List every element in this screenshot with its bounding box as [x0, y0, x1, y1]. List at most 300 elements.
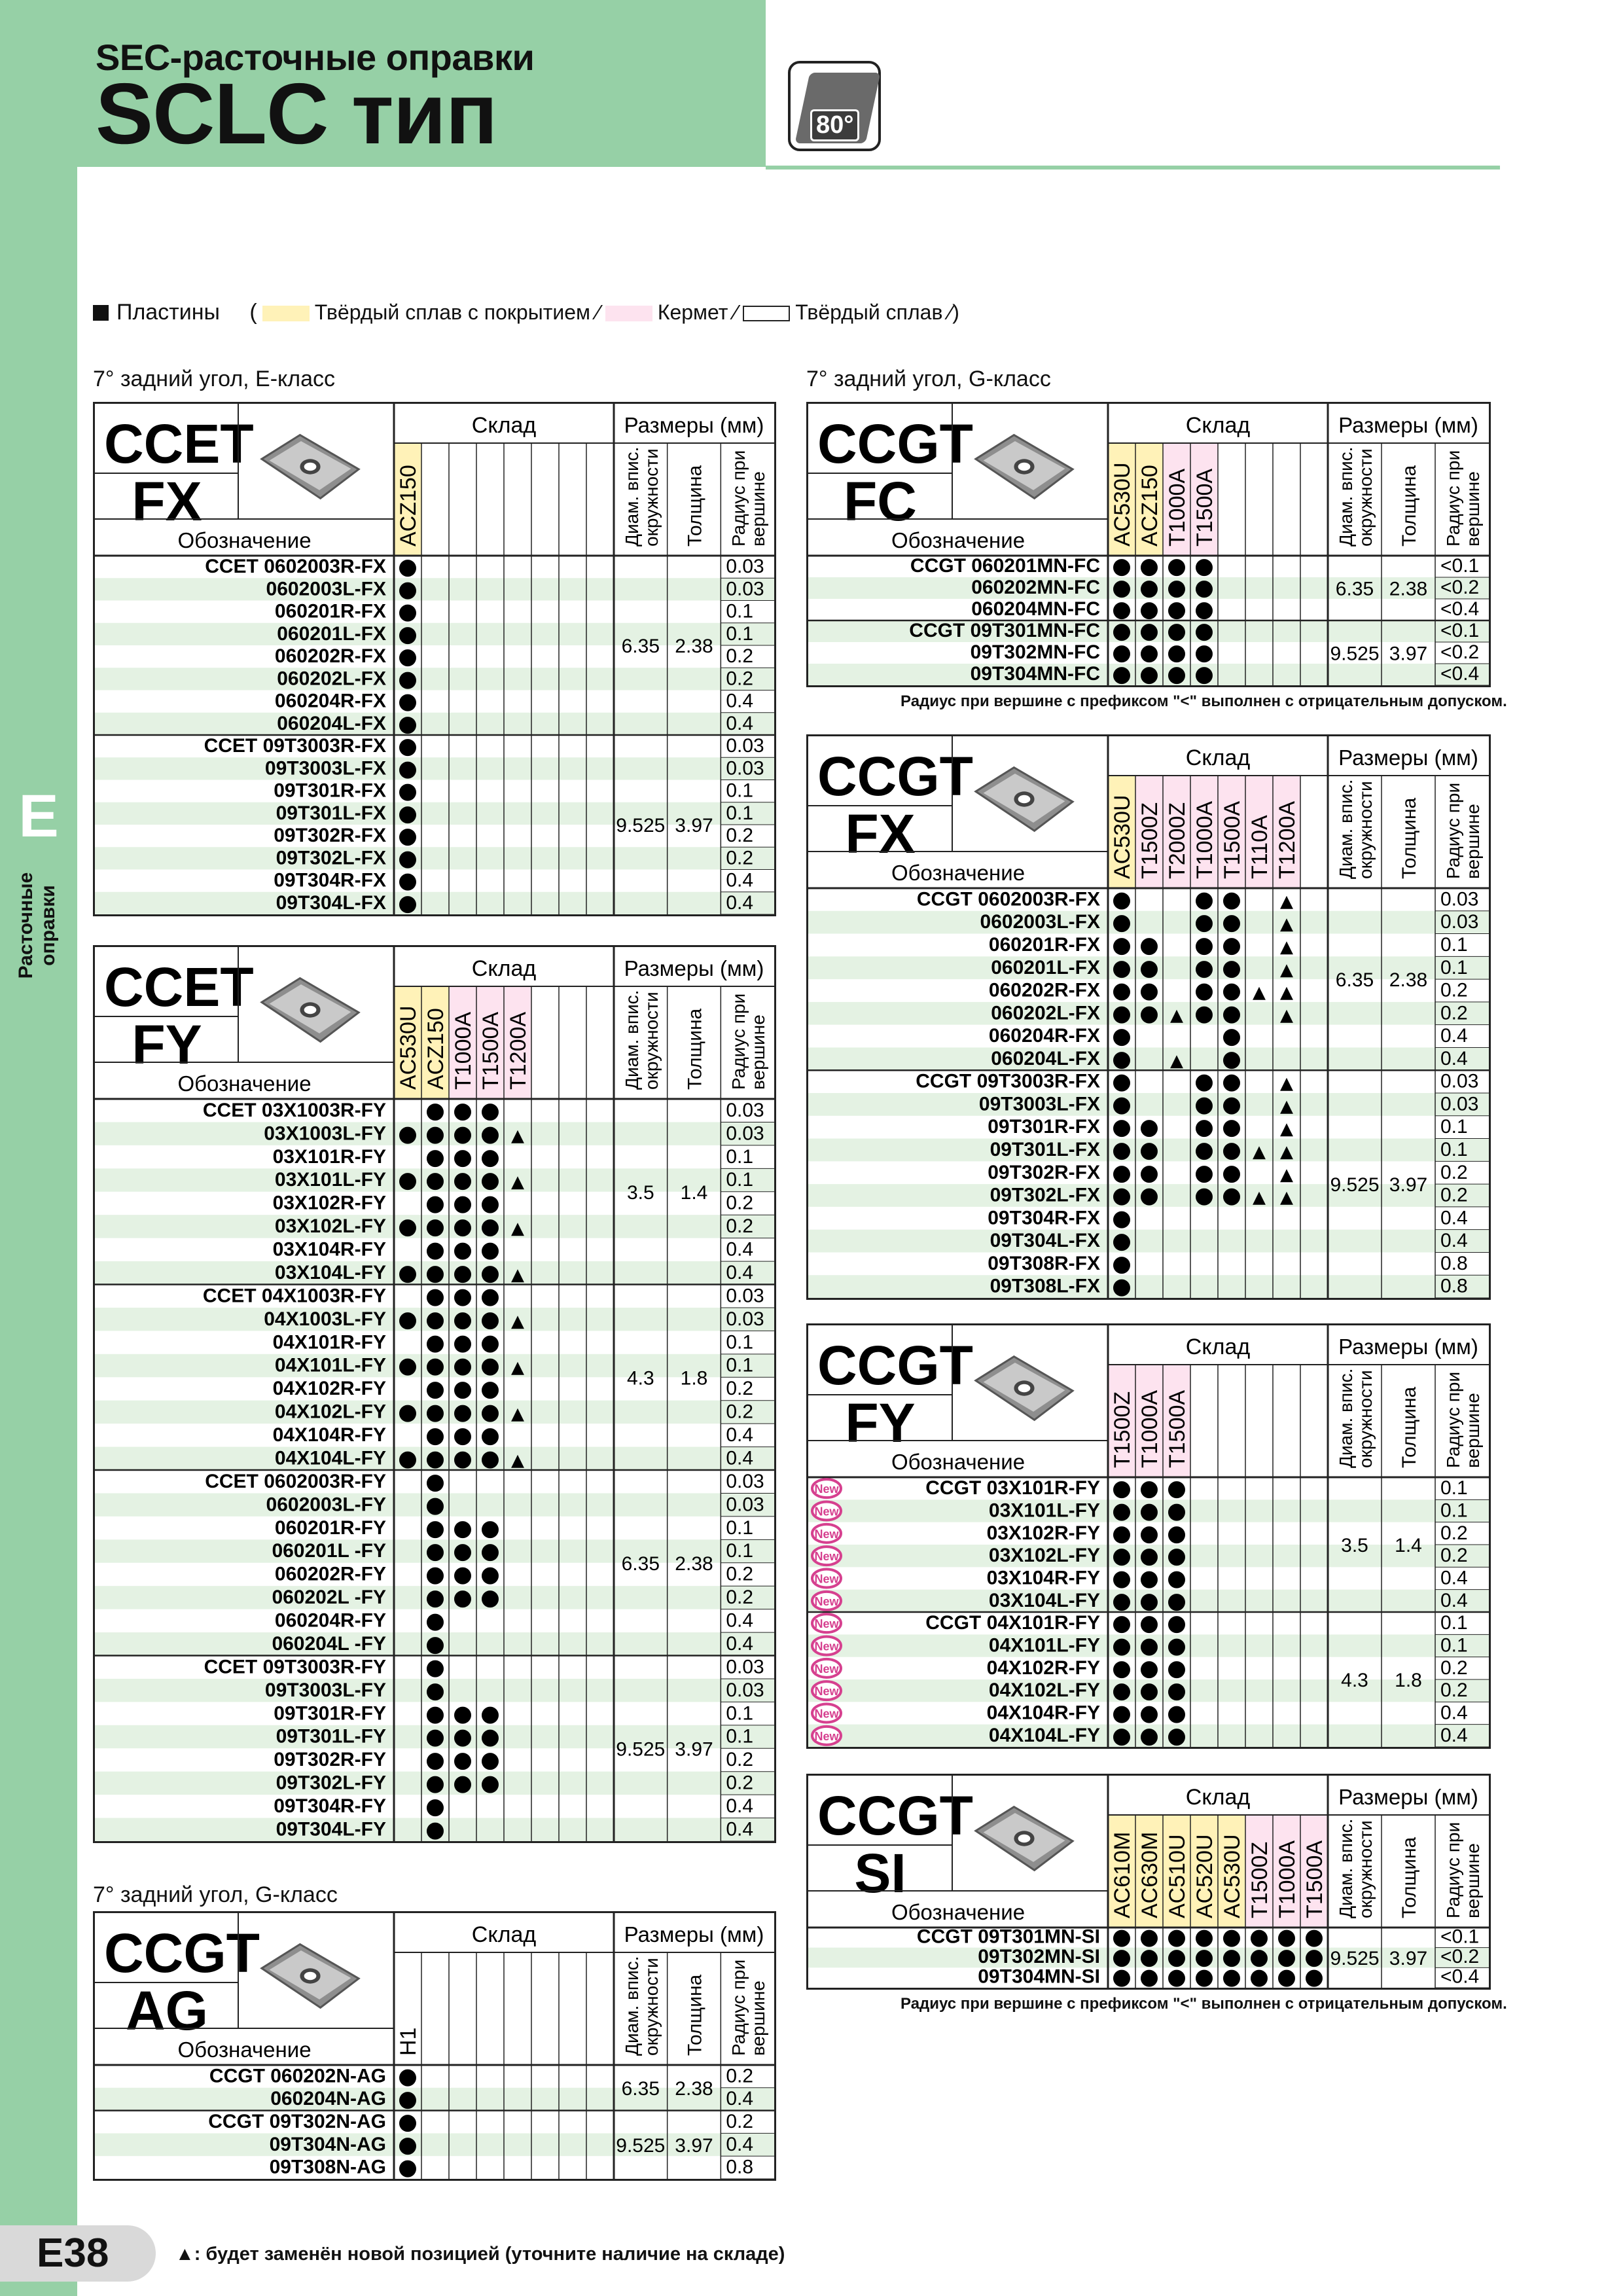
stock-dot-icon: ●	[1112, 553, 1132, 580]
stock-dot-icon: ●	[1112, 1610, 1132, 1637]
stock-dot-icon: ●	[1112, 639, 1132, 666]
stock-dot-icon: ●	[1167, 1964, 1186, 1988]
stock-dot-icon: ●	[1194, 1068, 1214, 1095]
stock-dot-icon: ●	[1167, 1610, 1186, 1637]
new-item-icon	[812, 1637, 841, 1655]
part-number: 09T304R-FX	[274, 869, 386, 891]
stock-dot-icon: ●	[1139, 1182, 1159, 1209]
stock-dot-icon: ●	[1112, 909, 1132, 936]
part-number: 09T304MN-SI	[978, 1965, 1100, 1988]
new-item-icon	[812, 1479, 841, 1498]
stock-dot-icon: ●	[1167, 1632, 1186, 1659]
part-number: 060202L -FY	[272, 1587, 386, 1609]
stock-dot-icon: ●	[1222, 1182, 1241, 1209]
table-ccgt-fx	[806, 734, 1491, 1300]
new-item-label: New	[814, 1617, 839, 1631]
dims-header: Размеры (мм)	[1338, 1785, 1478, 1809]
new-item-label: New	[814, 1527, 839, 1541]
row-shade	[808, 1093, 1489, 1116]
stock-dot-icon: ●	[1222, 909, 1241, 936]
insert-photo-icon	[262, 978, 359, 1042]
stock-dot-icon: ●	[1194, 618, 1214, 645]
stock-dot-icon: ●	[398, 598, 418, 625]
grade-name: AC530U	[396, 1005, 421, 1090]
part-number: CCET 09T3003R-FY	[204, 1656, 386, 1678]
stock-dot-icon: ●	[1112, 886, 1132, 913]
thickness: 2.38	[1389, 969, 1428, 992]
triangle-icon: ▲	[1280, 1187, 1293, 1208]
stock-dot-icon: ●	[1112, 1587, 1132, 1614]
row-shade	[95, 2088, 774, 2111]
dim-header: Диам. впис.	[621, 1956, 642, 2056]
triangle-icon: ▲	[1280, 1096, 1293, 1117]
stock-dot-icon: ●	[1112, 977, 1132, 1004]
corner-radius: <0.2	[1440, 641, 1480, 664]
new-item-icon	[812, 1502, 841, 1520]
page-number: E38	[0, 2225, 156, 2282]
part-number: 09T304R-FY	[274, 1795, 386, 1818]
corner-radius: 0.2	[726, 1192, 754, 1214]
corner-radius: 0.03	[726, 1285, 764, 1307]
part-number: CCET 03X1003R-FY	[202, 1099, 386, 1121]
stock-dot-icon: ●	[480, 1770, 500, 1797]
part-number: 060202R-FX	[274, 645, 386, 668]
row-shade	[95, 845, 774, 872]
thickness: 3.97	[1389, 643, 1428, 665]
stock-dot-icon: ●	[1112, 1000, 1132, 1027]
stock-dot-icon: ●	[1112, 954, 1132, 981]
part-number: 09T3003L-FX	[264, 757, 386, 780]
side-band	[0, 0, 77, 2296]
stock-dot-icon: ●	[453, 1097, 473, 1124]
stock-dot-icon: ●	[425, 1468, 445, 1495]
corner-radius: 0.1	[1440, 1634, 1468, 1657]
stock-dot-icon: ●	[1139, 553, 1159, 580]
new-item-label: New	[814, 1572, 839, 1586]
stock-dot-icon: ●	[453, 1561, 473, 1588]
stock-dot-icon: ●	[1167, 661, 1186, 685]
part-number: CCGT 09T301MN-FC	[909, 620, 1100, 642]
stock-dot-icon: ●	[1167, 1520, 1186, 1547]
corner-radius: 0.4	[726, 1261, 754, 1283]
stock-dot-icon: ●	[1112, 1136, 1132, 1163]
row-shade	[95, 757, 774, 780]
stock-dot-icon: ●	[1139, 1159, 1159, 1186]
stock-dot-icon: ●	[1167, 1498, 1186, 1524]
grade-name: ACZ150	[423, 1008, 448, 1090]
stock-dot-icon: ●	[425, 1793, 445, 1820]
grade-name: T1200A	[506, 1011, 531, 1090]
series-suffix: FY	[132, 1014, 202, 1075]
dim-header: вершине	[748, 471, 769, 547]
row-shade	[95, 802, 774, 825]
corner-radius: 0.1	[726, 622, 754, 645]
stock-dot-icon: ●	[480, 1121, 500, 1147]
part-number: CCGT 04X101R-FY	[925, 1612, 1100, 1634]
stock-dot-icon: ●	[1194, 553, 1214, 580]
corner-radius: 0.1	[1440, 1477, 1468, 1499]
dims-header: Размеры (мм)	[624, 956, 764, 980]
section-tab-label: Расточные оправки	[15, 872, 59, 979]
corner-radius: 0.8	[1440, 1275, 1468, 1297]
corner-radius: 0.4	[1440, 1025, 1468, 1047]
triangle-icon: ▲	[1280, 960, 1293, 980]
row-shade	[95, 710, 774, 737]
stock-dot-icon: ●	[1222, 1023, 1241, 1050]
part-number: 060204R-FY	[274, 1609, 386, 1632]
stock-dot-icon: ●	[1167, 1943, 1186, 1970]
corner-radius: 0.2	[726, 2111, 754, 2133]
corner-radius: 0.4	[726, 1238, 754, 1261]
part-number: 060202MN-FC	[971, 577, 1100, 599]
stock-dot-icon: ●	[453, 1259, 473, 1286]
corner-radius: 0.4	[726, 1609, 754, 1632]
designation-header: Обозначение	[891, 528, 1026, 552]
part-number: 04X101L-FY	[988, 1634, 1100, 1657]
part-number: CCGT 09T302N-AG	[208, 2111, 386, 2133]
stock-dot-icon: ●	[1112, 1023, 1132, 1050]
part-number: 060201R-FX	[988, 933, 1100, 956]
stock-dot-icon: ●	[1194, 1091, 1214, 1118]
corner-radius: 0.1	[726, 1331, 754, 1354]
insert-photo-icon	[976, 1357, 1073, 1420]
stock-dot-icon: ●	[1139, 1498, 1159, 1524]
ic-diameter: 9.525	[616, 1738, 666, 1761]
row-shade	[95, 889, 774, 914]
grade-name: T1000A	[1275, 1840, 1300, 1918]
stock-dot-icon: ●	[480, 1445, 500, 1472]
corner-radius: 0.8	[1440, 1252, 1468, 1274]
part-number: 09T301R-FX	[274, 780, 386, 802]
stock-dot-icon: ●	[480, 1700, 500, 1727]
stock-dot-icon: ●	[453, 1515, 473, 1541]
stock-dot-icon: ●	[453, 1445, 473, 1472]
designation-header: Обозначение	[891, 861, 1026, 885]
corner-radius: 0.4	[726, 2133, 754, 2155]
stock-dot-icon: ●	[1139, 1655, 1159, 1681]
series-suffix: FC	[844, 471, 917, 532]
stock-dot-icon: ●	[1139, 575, 1159, 601]
new-item-icon	[812, 1681, 841, 1700]
stock-dot-icon: ●	[1167, 1475, 1186, 1502]
stock-dot-icon: ●	[1194, 977, 1214, 1004]
stock-dot-icon: ●	[1222, 1000, 1241, 1027]
stock-dot-icon: ●	[1222, 977, 1241, 1004]
corner-radius: <0.1	[1440, 1926, 1480, 1948]
dim-header: окружности	[641, 992, 662, 1090]
stock-dot-icon: ●	[1139, 1943, 1159, 1970]
stock-dot-icon: ●	[398, 554, 418, 581]
series-name: CCGT	[817, 1335, 973, 1396]
stock-dot-icon: ●	[425, 1329, 445, 1356]
dim-header: Толщина	[1399, 465, 1420, 547]
dim-header: Диам. впис.	[1336, 1368, 1356, 1468]
grade-name: AC530U	[1110, 795, 1135, 879]
stock-dot-icon: ●	[480, 1561, 500, 1588]
grade-name: T1000A	[1192, 800, 1217, 879]
ic-diameter: 3.5	[626, 1181, 654, 1204]
dim-header: Диам. впис.	[1336, 779, 1356, 879]
part-number: CCET 04X1003R-FY	[202, 1285, 386, 1307]
part-number: 09T301L-FX	[990, 1138, 1100, 1160]
corner-radius: 0.03	[726, 1308, 764, 1330]
part-number: 060201R-FY	[274, 1516, 386, 1539]
row-shade	[808, 1047, 1489, 1070]
stock-dot-icon: ●	[480, 1190, 500, 1217]
grade-name: T1500A	[1192, 468, 1217, 547]
row-shade	[95, 2133, 774, 2156]
corner-radius: 0.8	[726, 2156, 754, 2178]
stock-dot-icon: ●	[1112, 1228, 1132, 1255]
stock-header: Склад	[1185, 413, 1251, 438]
stock-dot-icon: ●	[480, 1352, 500, 1379]
stock-dot-icon: ●	[1112, 1964, 1132, 1988]
stock-dot-icon: ●	[1139, 1610, 1159, 1637]
thickness: 2.38	[675, 636, 713, 657]
stock-dot-icon: ●	[398, 800, 418, 827]
dim-header: Диам. впис.	[621, 990, 642, 1090]
corner-radius: 0.2	[1440, 1679, 1468, 1702]
stock-dot-icon: ●	[398, 2063, 418, 2090]
stock-dot-icon: ●	[1139, 596, 1159, 623]
stock-dot-icon: ●	[425, 1190, 445, 1217]
part-number: 060202R-FY	[274, 1563, 386, 1585]
part-number: 09T304L-FX	[990, 1230, 1100, 1252]
stock-dot-icon: ●	[1167, 1565, 1186, 1592]
part-number: 04X101L-FY	[274, 1354, 386, 1376]
grade-name: ACZ150	[396, 465, 421, 547]
stock-dot-icon: ●	[1194, 575, 1214, 601]
corner-radius: 0.4	[1440, 1047, 1468, 1069]
stock-dot-icon: ●	[480, 1585, 500, 1611]
grade-name: T1000A	[1165, 468, 1190, 547]
part-number: 04X104R-FY	[272, 1424, 386, 1446]
part-number: 060201L-FX	[277, 622, 386, 645]
row-shade	[808, 1275, 1489, 1298]
dim-header: вершине	[1463, 471, 1483, 547]
part-number: 09T302L-FX	[276, 847, 386, 869]
stock-dot-icon: ●	[1167, 1700, 1186, 1727]
stock-dot-icon: ●	[480, 1538, 500, 1565]
corner-radius: <0.2	[1440, 577, 1480, 599]
stock-dot-icon: ●	[453, 1283, 473, 1310]
part-number: 04X102L-FY	[988, 1679, 1100, 1702]
dim-header: Радиус при	[1443, 450, 1463, 547]
stock-dot-icon: ●	[1139, 618, 1159, 645]
corner-radius: 0.1	[726, 1702, 754, 1725]
part-number: 060204N-AG	[270, 2088, 386, 2110]
triangle-icon: ▲	[511, 1311, 524, 1331]
stock-dot-icon: ●	[1222, 1091, 1241, 1118]
legend-carbide: Твёрдый сплав	[795, 300, 943, 324]
part-number: 03X104R-FY	[272, 1238, 386, 1261]
insert-photo-icon	[976, 768, 1073, 831]
stock-dot-icon: ●	[1194, 909, 1214, 936]
part-number: 060204L-FX	[277, 712, 386, 734]
dim-header: Радиус при	[728, 993, 749, 1090]
part-number: 03X104L-FY	[274, 1261, 386, 1283]
stock-dot-icon: ●	[1194, 1943, 1214, 1970]
corner-radius: 0.4	[1440, 1230, 1468, 1252]
grade-name: AC530U	[1220, 1834, 1245, 1918]
series-name: CCET	[104, 413, 254, 475]
stock-dot-icon: ●	[1139, 1565, 1159, 1592]
stock-dot-icon: ●	[453, 1376, 473, 1403]
stock-dot-icon: ●	[1194, 661, 1214, 685]
grade-name: T1500Z	[1110, 1391, 1135, 1468]
grade-name: T1500Z	[1137, 802, 1162, 879]
stock-dot-icon: ●	[1112, 618, 1132, 645]
stock-dot-icon: ●	[425, 1213, 445, 1240]
stock-dot-icon: ●	[425, 1236, 445, 1263]
corner-radius: 0.4	[1440, 1724, 1468, 1746]
part-number: CCGT 0602003R-FX	[916, 888, 1100, 910]
corner-radius: 0.03	[726, 1122, 764, 1145]
stock-dot-icon: ●	[1112, 596, 1132, 623]
designation-header: Обозначение	[177, 2037, 312, 2062]
stock-dot-icon: ●	[1167, 1655, 1186, 1681]
table-canvas	[808, 1776, 1489, 1988]
triangle-icon: ▲	[1280, 937, 1293, 957]
stock-dot-icon: ●	[453, 1399, 473, 1426]
series-name: CCGT	[817, 1785, 973, 1846]
triangle-icon: ▲	[511, 1265, 524, 1285]
thickness: 2.38	[675, 2077, 713, 2100]
triangle-icon: ▲	[1280, 1141, 1293, 1162]
triangle-icon: ▲	[511, 1219, 524, 1239]
corner-radius: 0.4	[726, 1424, 754, 1446]
part-number: 09T302R-FY	[274, 1749, 386, 1771]
stock-dot-icon: ●	[480, 1143, 500, 1170]
corner-radius: 0.1	[726, 600, 754, 622]
new-item-icon	[812, 1570, 841, 1588]
grade-name: T1500A	[1165, 1390, 1190, 1468]
stock-dot-icon: ●	[1139, 1924, 1159, 1950]
corner-radius: 0.4	[726, 690, 754, 712]
stock-dot-icon: ●	[480, 1283, 500, 1310]
stock-dot-icon: ●	[1139, 1700, 1159, 1727]
stock-dot-icon: ●	[1112, 1632, 1132, 1659]
corner-radius: 0.1	[726, 1725, 754, 1748]
corner-radius: 0.03	[1440, 888, 1479, 910]
stock-dot-icon: ●	[453, 1538, 473, 1565]
stock-dot-icon: ●	[1167, 1722, 1186, 1747]
section-tab-letter: E	[0, 780, 77, 852]
corner-radius: 0.1	[726, 780, 754, 802]
stock-dot-icon: ●	[1112, 1091, 1132, 1118]
triangle-icon: ▲	[511, 1172, 524, 1193]
legend-sep-3: ∕	[948, 300, 953, 324]
ic-diameter: 6.35	[621, 2077, 660, 2100]
stock-dot-icon: ●	[1167, 1924, 1186, 1950]
triangle-icon: ▲	[1280, 1119, 1293, 1139]
stock-dot-icon: ●	[1112, 1475, 1132, 1502]
legend-sep-1: ∕	[596, 300, 600, 324]
corner-radius: 0.2	[726, 847, 754, 869]
corner-radius: 0.1	[726, 1354, 754, 1376]
corner-radius: 0.4	[726, 891, 754, 914]
stock-dot-icon: ●	[480, 1399, 500, 1426]
stock-dot-icon: ●	[425, 1422, 445, 1449]
dim-header: окружности	[641, 1958, 662, 2056]
insert-photo-icon	[976, 435, 1073, 499]
table-canvas	[808, 736, 1489, 1298]
stock-dot-icon: ●	[1167, 1677, 1186, 1704]
stock-dot-icon: ●	[1167, 618, 1186, 645]
stock-dot-icon: ●	[480, 1329, 500, 1356]
stock-dot-icon: ●	[1194, 886, 1214, 913]
dim-header: Радиус при	[728, 450, 749, 547]
corner-radius: 0.1	[1440, 1116, 1468, 1138]
dims-header: Размеры (мм)	[1338, 1335, 1478, 1359]
triangle-icon: ▲	[1253, 1141, 1266, 1162]
new-item-label: New	[814, 1505, 839, 1518]
triangle-icon: ▲	[1280, 1164, 1293, 1185]
ic-diameter: 6.35	[621, 636, 660, 657]
stock-dot-icon: ●	[1139, 639, 1159, 666]
thickness: 3.97	[1389, 1948, 1428, 1969]
stock-dot-icon: ●	[1167, 639, 1186, 666]
corner-radius: 0.1	[726, 1516, 754, 1539]
stock-dot-icon: ●	[398, 1445, 418, 1472]
dim-header: Радиус при	[1443, 782, 1463, 879]
new-item-icon	[812, 1592, 841, 1610]
stock-dot-icon: ●	[1112, 661, 1132, 685]
table-canvas	[808, 404, 1489, 685]
corner-radius: 0.03	[726, 735, 764, 757]
stock-dot-icon: ●	[398, 845, 418, 872]
ic-diameter: 6.35	[1335, 969, 1374, 992]
series-suffix: FY	[845, 1392, 916, 1454]
stock-dot-icon: ●	[425, 1630, 445, 1657]
corner-radius: 0.03	[726, 578, 764, 600]
row-shade	[808, 1230, 1489, 1253]
dims-header: Размеры (мм)	[624, 1922, 764, 1946]
stock-dot-icon: ●	[1222, 931, 1241, 958]
dims-header: Размеры (мм)	[1338, 745, 1478, 770]
stock-dot-icon: ●	[1222, 1159, 1241, 1186]
stock-dot-icon: ●	[453, 1213, 473, 1240]
stock-dot-icon: ●	[1112, 575, 1132, 601]
triangle-icon: ▲	[511, 1357, 524, 1378]
corner-radius: <0.4	[1440, 1965, 1480, 1988]
new-item-icon	[812, 1727, 841, 1745]
note-si: Радиус при вершине с префиксом "<" выполнен с отрицательным допуском.	[901, 1995, 1507, 2013]
part-number: 09T302R-FX	[274, 825, 386, 847]
stock-dot-icon: ●	[1167, 553, 1186, 580]
table-ccet-fy	[93, 945, 776, 1843]
dim-header: окружности	[641, 448, 662, 547]
designation-header: Обозначение	[891, 1900, 1026, 1924]
part-number: 03X101R-FY	[272, 1145, 386, 1168]
triangle-icon: ▲	[1280, 1005, 1293, 1026]
corner-radius: 0.1	[1440, 1138, 1468, 1160]
stock-dot-icon: ●	[1112, 1655, 1132, 1681]
corner-radius: 0.1	[726, 1169, 754, 1191]
page-title: SCLC тип	[96, 65, 497, 162]
legend-square-icon	[93, 305, 109, 321]
part-number: 04X102L-FY	[274, 1401, 386, 1423]
stock-dot-icon: ●	[1194, 1964, 1214, 1988]
stock-dot-icon: ●	[398, 778, 418, 804]
corner-radius: 0.1	[1440, 956, 1468, 978]
legend-coated: Твёрдый сплав с покрытием	[314, 300, 591, 324]
grade-name: AC610M	[1110, 1831, 1135, 1918]
part-number: 09T301R-FY	[274, 1702, 386, 1725]
triangle-icon: ▲	[1280, 914, 1293, 935]
stock-dot-icon: ●	[1194, 1000, 1214, 1027]
dim-header: вершине	[1463, 1843, 1483, 1918]
